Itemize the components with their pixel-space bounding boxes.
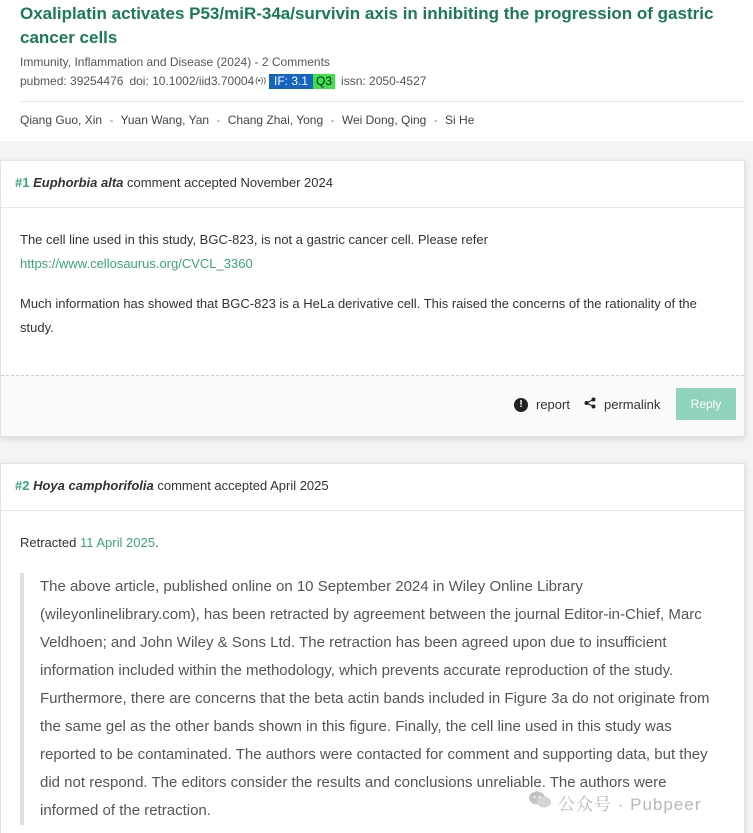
author-name[interactable]: Si He [445,113,475,127]
permalink-label: permalink [604,397,661,412]
comment-text: The cell line used in this study, BGC-823, is not a gastric cancer cell. Please refer [20,232,488,247]
impact-factor-badge: IF: 3.1 [269,74,313,89]
header-divider [20,101,745,102]
watermark-text: 公众号 · Pubpeer [558,795,702,814]
pubmed-id[interactable]: pubmed: 39254476 [20,74,124,88]
comment-text: Much information has showed that BGC-823 is a HeLa derivative cell. This raised the concerns of the rationality of the study. [20,296,697,335]
comment-author: Hoya camphorifolia [33,478,154,493]
comment-body [1,208,744,340]
doi[interactable]: doi: 10.1002/iid3.70004 [129,74,255,88]
retraction-line [20,531,724,555]
retracted-suffix: . [154,535,159,550]
comment-status: comment accepted April 2025 [157,478,329,493]
comment-header [1,161,744,208]
publication-header [0,0,753,141]
author-separator: - [330,113,335,127]
share-icon [584,397,596,412]
comment-actions [1,375,744,436]
report-link[interactable] [514,397,570,412]
comment-author: Euphorbia alta [33,175,124,190]
comment-card [0,463,745,833]
author-name[interactable]: Yuan Wang, Yan [120,113,210,127]
author-name[interactable]: Qiang Guo, Xin [20,113,103,127]
author-separator: - [433,113,438,127]
quartile-badge: Q3 [313,74,335,89]
author-name[interactable]: Wei Dong, Qing [341,113,427,127]
publication-meta [20,73,733,89]
retracted-label: Retracted [20,535,77,550]
journal-line: Immunity, Inflammation and Disease (2024) - 2 Comments [20,55,330,69]
cellosaurus-link[interactable]: https://www.cellosaurus.org/CVCL_3360 [20,256,253,271]
author-separator: - [109,113,114,127]
comment-number[interactable]: #1 [15,175,30,190]
wechat-icon [528,790,552,815]
comment-status: comment accepted November 2024 [127,175,333,190]
report-label: report [536,397,570,412]
comment-number[interactable]: #2 [15,478,30,493]
publication-title[interactable]: Oxaliplatin activates P53/miR‐34a/survivin axis in inhibiting the progression of gastric cancer cells [20,4,714,47]
comment-header [1,464,744,511]
comment-body [1,511,744,825]
permalink-link[interactable] [584,397,660,412]
author-list [20,112,733,128]
retraction-date-link[interactable]: 11 April 2025 [80,535,155,550]
reply-button[interactable]: Reply [676,388,736,420]
author-separator: - [216,113,221,127]
broadcast-icon: (•)) [255,76,267,85]
comment-card [0,160,745,437]
retraction-notice-quote: The above article, published online on 10 September 2024 in Wiley Online Library (wileyonlinelibrary.com), has been retracted by agreement between the journal Editor-in-Chief, Marc Veldhoen; and John Wiley & Sons Ltd. The retraction has been agreed upon due to insufficient information included within the methodology, which prevents accurate reproduction of the study. Furthermore, there are concerns that the beta actin bands included in Figure 3a do not originate from the same gel as the other bands shown in this figure. Finally, the cell line used in this study was reported to be contaminated. The authors were contacted for comment and supporting data, but they did not respond. The editors consider the results and conclusions unreliable. The authors were informed of the retraction. [20,573,720,825]
author-name[interactable]: Chang Zhai, Yong [227,113,324,127]
exclamation-icon: ! [514,398,528,412]
issn: issn: 2050-4527 [341,74,427,88]
watermark [528,790,701,815]
